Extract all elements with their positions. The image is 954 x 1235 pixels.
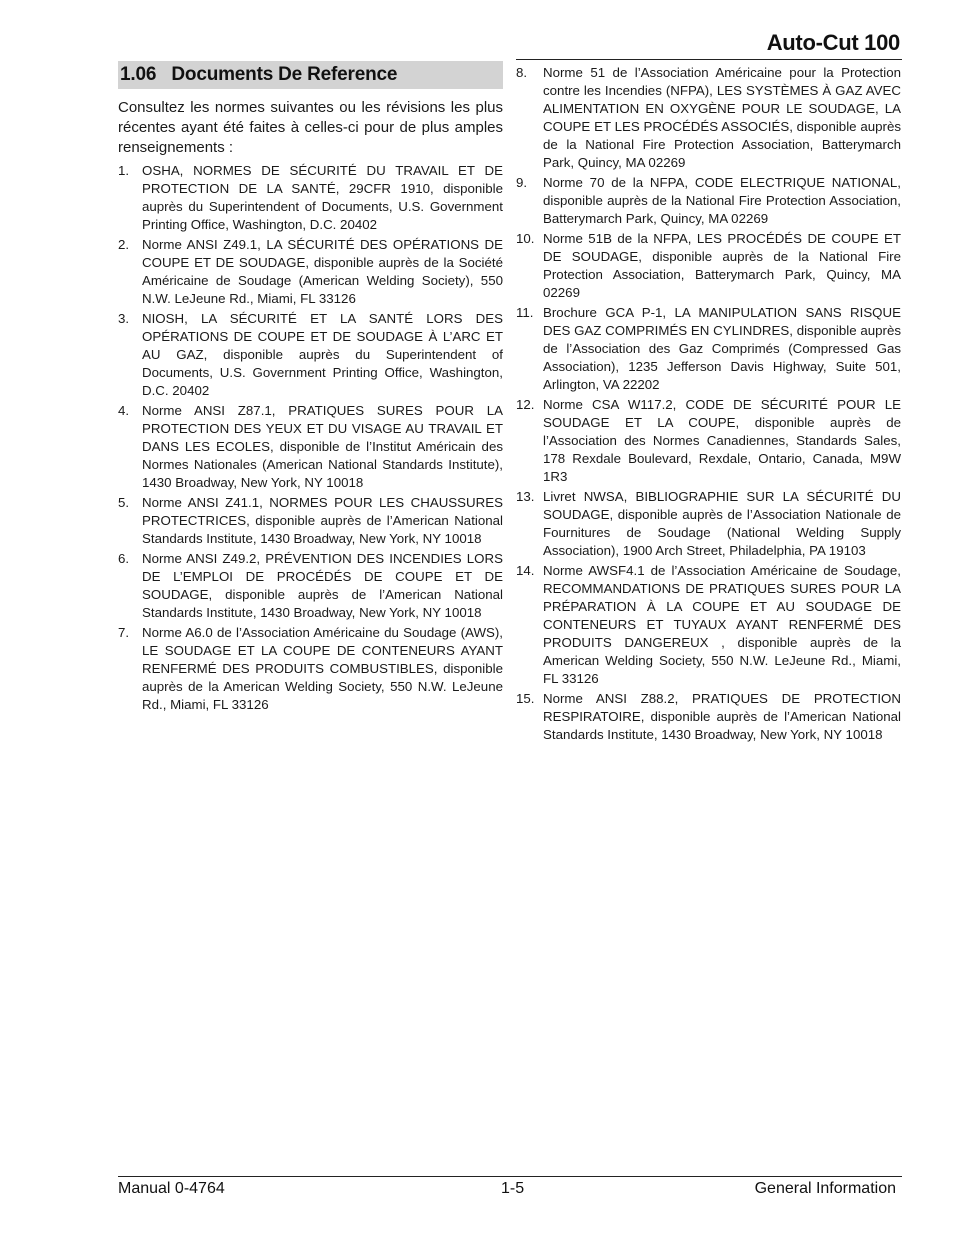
chapter-name: General Information [754, 1180, 896, 1197]
reference-item [118, 236, 503, 308]
reference-number: 9. [516, 175, 528, 190]
reference-number: 11. [516, 305, 534, 320]
reference-text: Norme A6.0 de l’Association Américaine du Soudage (AWS), LE SOUDAGE ET LA COUPE DE CONTENEURS AYANT RENFERMÉ DES PRODUITS COMBUSTIBLES, disponible auprès de la American Welding Society, 550 N.W. LeJeune Rd., Miami, FL 33126 [142, 625, 503, 712]
reference-item [516, 690, 901, 744]
reference-number: 12. [516, 397, 535, 412]
reference-text: Norme ANSI Z88.2, PRATIQUES DE PROTECTION RESPIRATOIRE, disponible auprès de l’American National Standards Institute, 1430 Broadway, New York, NY 10018 [543, 691, 901, 742]
reference-item [118, 550, 503, 622]
reference-text: NIOSH, LA SÉCURITÉ ET LA SANTÉ LORS DES OPÉRATIONS DE COUPE ET DE SOUDAGE À L’ARC ET AU GAZ, disponible auprès du Superintendent of Documents, U.S. Government Printing Office, Washington, D.C. 20402 [142, 311, 503, 398]
header-rule [516, 59, 902, 60]
manual-number: Manual 0-4764 [118, 1180, 225, 1197]
reference-text: Norme ANSI Z41.1, NORMES POUR LES CHAUSSURES PROTECTRICES, disponible auprès de l’American National Standards Institute, 1430 Broadway, New York, NY 10018 [142, 495, 503, 546]
reference-text: Norme ANSI Z49.2, PRÉVENTION DES INCENDIES LORS DE L’EMPLOI DE PROCÉDÉS DE COUPE ET DE SOUDAGE, disponible auprès de l’American National Standards Institute, 1430 Broadway, New York, NY 10018 [142, 551, 503, 620]
reference-item [118, 310, 503, 400]
reference-number: 3. [118, 311, 130, 326]
reference-number: 10. [516, 231, 535, 246]
reference-number: 8. [516, 65, 528, 80]
reference-number: 7. [118, 625, 130, 640]
reference-number: 1. [118, 163, 130, 178]
document-title: Auto-Cut 100 [766, 30, 900, 55]
reference-list-left [118, 162, 503, 714]
reference-item [516, 230, 901, 302]
reference-number: 15. [516, 691, 535, 706]
reference-number: 6. [118, 551, 130, 566]
reference-item [516, 562, 901, 688]
reference-item [516, 304, 901, 394]
reference-item [118, 624, 503, 714]
section-intro: Consultez les normes suivantes ou les révisions les plus récentes ayant été faites à celles-ci pour de plus amples renseignements : [118, 99, 503, 156]
left-column [118, 61, 503, 716]
reference-list-right [516, 64, 901, 744]
page-number: 1-5 [501, 1180, 525, 1197]
reference-number: 13. [516, 489, 535, 504]
reference-item [516, 64, 901, 172]
reference-text: Norme ANSI Z49.1, LA SÉCURITÉ DES OPÉRATIONS DE COUPE ET DE SOUDAGE, disponible auprès de la Société Américaine de Soudage (American Welding Society), 550 N.W. LeJeune Rd., Miami, FL 33126 [142, 237, 503, 306]
section-heading: 1.06 Documents De Reference [118, 61, 503, 89]
reference-text: Norme CSA W117.2, CODE DE SÉCURITÉ POUR LE SOUDAGE ET LA COUPE, disponible auprès de l’Association des Normes Canadiennes, Standards Sales, 178 Rexdale Boulevard, Rexdale, Ontario, Canada, M9W 1R3 [543, 397, 901, 484]
reference-text: Norme 70 de la NFPA, CODE ELECTRIQUE NATIONAL, disponible auprès de la National Fire Protection Association, Batterymarch Park, Quincy, MA 02269 [543, 175, 901, 226]
reference-text: Norme AWSF4.1 de l’Association Américaine de Soudage, RECOMMANDATIONS DE PRATIQUES SURES POUR LA PRÉPARATION À LA COUPE ET AU SOUDAGE DE CONTENEURS ET TUYAUX AYANT RENFERMÉ DES PRODUITS DANGEREUX , disponible auprès de la American Welding Society, 550 N.W. LeJeune Rd., Miami, FL 33126 [543, 563, 901, 686]
reference-text: Norme ANSI Z87.1, PRATIQUES SURES POUR LA PROTECTION DES YEUX ET DU VISAGE AU TRAVAIL ET DANS LES ECOLES, disponible de l’Institut Américain des Normes Nationales (American National Standards Institute), 1430 Broadway, New York, NY 10018 [142, 403, 503, 490]
reference-number: 2. [118, 237, 130, 252]
reference-text: Brochure GCA P-1, LA MANIPULATION SANS RISQUE DES GAZ COMPRIMÉS EN CYLINDRES, disponible auprès de l’Association des Gaz Comprimés (Compressed Gas Association), 1235 Jefferson Davis Highway, Suite 501, Arlington, VA 22202 [543, 305, 901, 392]
reference-item [118, 402, 503, 492]
reference-number: 4. [118, 403, 130, 418]
reference-number: 14. [516, 563, 535, 578]
reference-text: OSHA, NORMES DE SÉCURITÉ DU TRAVAIL ET DE PROTECTION DE LA SANTÉ, 29CFR 1910, disponible auprès du Superintendent of Documents, U.S. Government Printing Office, Washington, D.C. 20402 [142, 163, 503, 232]
reference-item [516, 396, 901, 486]
reference-item [516, 174, 901, 228]
reference-item [118, 494, 503, 548]
reference-item [118, 162, 503, 234]
reference-item [516, 488, 901, 560]
reference-text: Norme 51 de l’Association Américaine pour la Protection contre les Incendies (NFPA), LES SYSTÈMES À GAZ AVEC ALIMENTATION EN OXYGÈNE POUR LE SOUDAGE, LA COUPE ET LES PROCÉDÉS ASSOCIÉS, disponible auprès de la National Fire Protection Association, Batterymarch Park, Quincy, MA 02269 [543, 65, 901, 170]
right-column [516, 64, 901, 746]
reference-number: 5. [118, 495, 130, 510]
reference-text: Livret NWSA, BIBLIOGRAPHIE SUR LA SÉCURITÉ DU SOUDAGE, disponible auprès de l’Association Nationale de Fournitures de Soudage (National Welding Supply Association), 1900 Arch Street, Philadelphia, PA 19103 [543, 489, 901, 558]
footer-rule [118, 1176, 902, 1177]
reference-text: Norme 51B de la NFPA, LES PROCÉDÉS DE COUPE ET DE SOUDAGE, disponible auprès de la National Fire Protection Association, Batterymarch Park, Quincy, MA 02269 [543, 231, 901, 300]
